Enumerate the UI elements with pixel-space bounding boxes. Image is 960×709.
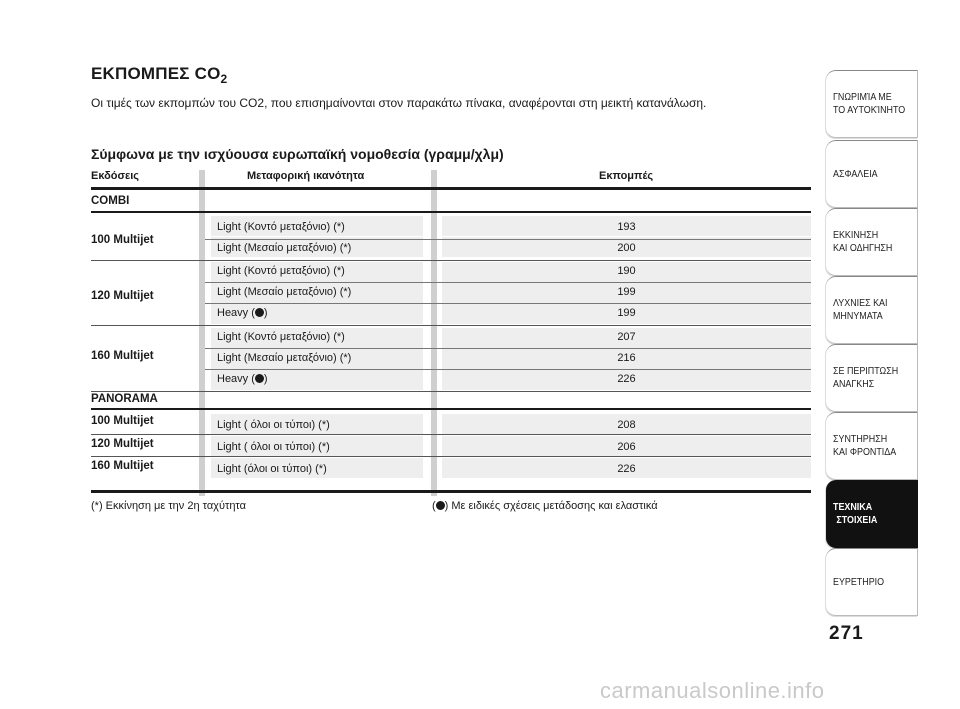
capacity-cell: Light (Μεσαίο μεταξόνιο) (*) <box>217 352 352 364</box>
header-rule <box>91 187 811 190</box>
version-120-multijet: 120 Multijet <box>91 438 154 450</box>
header-capacity: Μεταφορική ικανότητα <box>247 170 365 182</box>
emission-cell: 226 <box>617 463 636 475</box>
header-versions: Εκδόσεις <box>91 170 140 182</box>
emission-cell: 207 <box>617 331 636 343</box>
version-100-multijet: 100 Multijet <box>91 234 154 246</box>
dot-icon <box>436 501 445 510</box>
column-divider <box>199 170 205 496</box>
group-combi: COMBI <box>91 195 130 207</box>
emissions-table <box>91 170 811 496</box>
footnote-dot: ( ) Με ειδικές σχέσεις μετάδοσης και ελαστικά <box>432 500 658 512</box>
dot-icon <box>255 308 264 317</box>
group-rule <box>91 211 811 213</box>
capacity-cell: Light (Μεσαίο μεταξόνιο) (*) <box>217 242 352 254</box>
title-text: ΕΚΠΟΜΠΕΣ CO <box>91 64 221 83</box>
capacity-cell: Light ( όλοι οι τύποι) (*) <box>217 441 330 453</box>
emission-cell: 216 <box>617 352 636 364</box>
title-subscript: 2 <box>220 72 228 86</box>
version-160-multijet: 160 Multijet <box>91 460 154 472</box>
emission-cell: 193 <box>617 221 636 233</box>
version-120-multijet: 120 Multijet <box>91 290 154 302</box>
page-title <box>91 64 227 86</box>
tab-warning-lights[interactable]: ΛΥΧΝΙΕΣ ΚΑΙ ΜΗΝΥΜΑΤΑ <box>826 276 918 344</box>
capacity-cell: Light (Κοντό μεταξόνιο) (*) <box>217 265 345 277</box>
header-emissions: Εκπομπές <box>599 170 654 182</box>
capacity-cell: Light ( όλοι οι τύποι) (*) <box>217 419 330 431</box>
dot-icon <box>255 374 264 383</box>
footnote-star: (*) Εκκίνηση με την 2η ταχύτητα <box>91 500 246 512</box>
emission-cell: 206 <box>617 441 636 453</box>
capacity-cell: Light (Μεσαίο μεταξόνιο) (*) <box>217 286 352 298</box>
capacity-cell: Light (Κοντό μεταξόνιο) (*) <box>217 221 345 233</box>
column-divider <box>431 170 437 496</box>
tab-technical-data[interactable]: ΤΕΧΝΙΚΑ ΣΤΟΙΧΕΙΑ <box>826 480 918 548</box>
tab-index[interactable]: ΕΥΡΕΤΗΡΙΟ <box>826 548 918 616</box>
page-number: 271 <box>829 623 864 644</box>
tab-maintenance[interactable]: ΣΥΝΤΗΡΗΣΗ ΚΑΙ ΦΡΟΝΤΙΔΑ <box>826 412 918 480</box>
capacity-cell: Heavy ( ) <box>217 307 268 319</box>
emission-cell: 208 <box>617 419 636 431</box>
watermark: carmanualsonline.info <box>600 678 825 703</box>
emission-cell: 190 <box>617 265 636 277</box>
tab-emergency[interactable]: ΣΕ ΠΕΡΙΠΤΩΣΗ ΑΝΑΓΚΗΣ <box>826 344 918 412</box>
intro-text: Οι τιμές των εκπομπών του CO2, που επισημαίνονται στον παρακάτω πίνακα, αναφέρονται στη μεικτή κατανάλωση. <box>91 96 707 110</box>
tab-getting-to-know[interactable]: ΓΝΩΡΙΜΊΑ ΜΕ ΤΟ ΑΥΤΟΚΊΝΗΤΟ <box>826 70 918 138</box>
emission-cell: 200 <box>617 242 636 254</box>
emission-cell: 199 <box>617 307 636 319</box>
table-bottom-rule <box>91 490 811 493</box>
section-heading: Σύμφωνα με την ισχύουσα ευρωπαϊκή νομοθεσία (γραμμ/χλμ) <box>91 146 504 162</box>
emission-cell: 226 <box>617 373 636 385</box>
capacity-cell: Light (όλοι οι τύποι) (*) <box>217 463 327 475</box>
group-rule <box>91 408 811 410</box>
tab-starting-driving[interactable]: ΕΚΚΙΝΗΣΗ ΚΑΙ ΟΔΗΓΗΣΗ <box>826 208 918 276</box>
capacity-cell: Light (Κοντό μεταξόνιο) (*) <box>217 331 345 343</box>
emission-cell: 199 <box>617 286 636 298</box>
capacity-cell: Heavy ( ) <box>217 373 268 385</box>
version-100-multijet: 100 Multijet <box>91 415 154 427</box>
version-160-multijet: 160 Multijet <box>91 350 154 362</box>
tab-safety[interactable]: ΑΣΦΑΛΕΙΑ <box>826 140 918 208</box>
group-panorama: PANORAMA <box>91 393 158 405</box>
